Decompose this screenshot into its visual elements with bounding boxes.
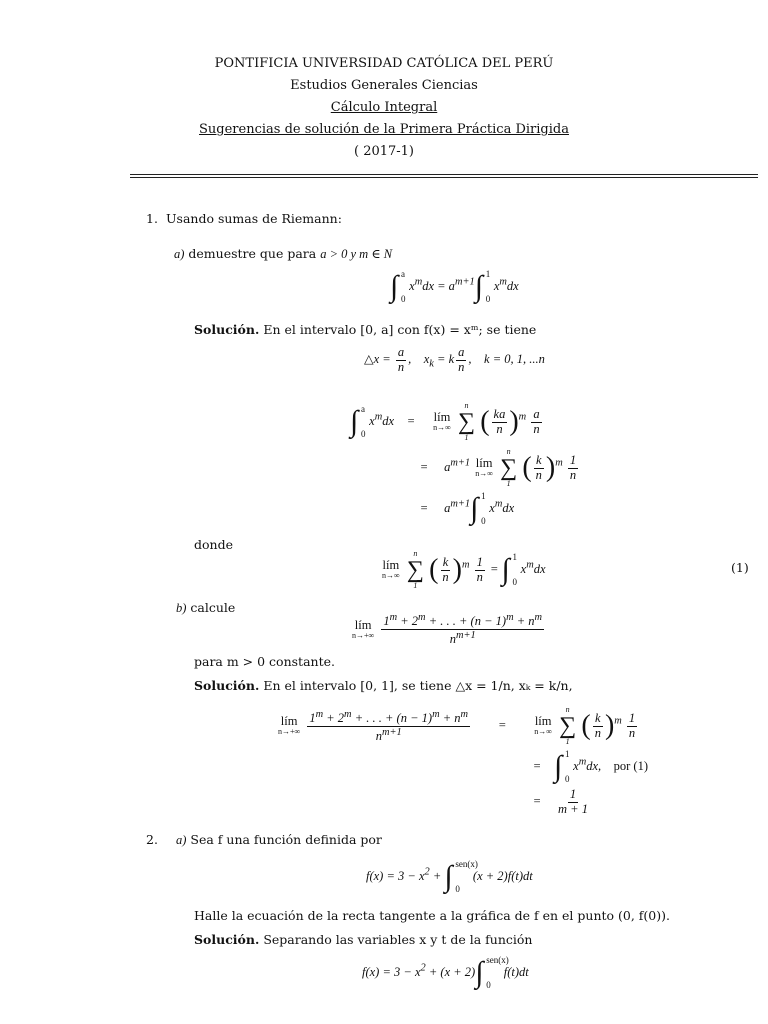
part-a-condition: a > 0 y m ∈ N xyxy=(320,247,393,261)
solution-text-1a: En el intervalo [0, a] con f(x) = xᵐ; se tiene xyxy=(263,322,537,337)
equation-number-1: (1) xyxy=(731,560,749,575)
equation-1b-line3: = $\frac{1}{m + 1}$ xyxy=(532,787,588,816)
equation-f-separated: $f(x) = 3 - x^2 + (x + 2)\int$ sen(x) 0 f(t)dt xyxy=(362,955,529,990)
part-b-text: calcule xyxy=(190,600,236,615)
problem-2-number: 2. xyxy=(146,832,158,847)
semester: ( 2017-1) xyxy=(353,144,415,159)
problem-1b-statement xyxy=(176,600,235,616)
solution-label-1a: Solución. xyxy=(194,322,260,337)
part-b-label: b) xyxy=(176,601,187,615)
donde-label: donde xyxy=(194,537,233,552)
equation-riemann-line1: ∫ a 0 $x^mdx$ = lím n→∞ n ∑ 1 ( $\frac{ka}{n}$ )$^m$ $\frac{a}{n}$ xyxy=(350,401,540,442)
solution-label-1b: Solución. xyxy=(194,678,260,693)
equation-1b-line1: lím n→+∞ $\frac{1^m + 2^m + . . . + (n - 1)^m + n^m}{n^{m+1}}$ = lím n→∞ n ∑ 1 ( $\frac{k}{n}$ )$^m$ $\frac{1}{n}$ xyxy=(278,705,636,746)
problem-2a-task: Halle la ecuación de la recta tangente a la gráfica de f en el punto (0, f(0)). xyxy=(194,908,670,923)
problem-2a-solution xyxy=(194,932,532,947)
document-title-wrap xyxy=(0,122,768,137)
header-rule-top xyxy=(130,174,758,175)
part-2a-text: Sea f una función definida por xyxy=(190,832,382,847)
equation-integral-identity: ∫ a 0 $x^mdx = a^{m+1}\int$ 1 0 $x^mdx$ xyxy=(390,269,519,304)
course-title: Cálculo Integral xyxy=(330,100,438,115)
solution-label-2a: Solución. xyxy=(194,932,260,947)
problem-1-intro: Usando sumas de Riemann: xyxy=(166,211,342,226)
equation-riemann-line2: = $a^{m+1}$ lím n→∞ n ∑ 1 ( $\frac{k}{n}$ )$^m$ $\frac{1}{n}$ xyxy=(419,447,577,488)
por-ref: por (1) xyxy=(613,758,649,773)
problem-1b-solution xyxy=(194,678,573,693)
equation-partition: △x = $\frac{a}{n}$ , $x_k = k$ $\frac{a}{n}$ , k = 0, 1, ...n xyxy=(364,345,545,374)
university-name: PONTIFICIA UNIVERSIDAD CATÓLICA DEL PERÚ xyxy=(214,56,554,71)
equation-riemann-line3: = $a^{m+1}\int$ 1 0 $x^mdx$ xyxy=(419,491,515,526)
course-title-wrap xyxy=(0,100,768,115)
document-title: Sugerencias de solución de la Primera Práctica Dirigida xyxy=(199,122,569,137)
equation-f-definition: $f(x) = 3 - x^2$ + ∫ sen(x) 0 (x + 2)f(t)dt xyxy=(366,859,533,894)
equation-limit-1: lím n→∞ n ∑ 1 ( $\frac{k}{n}$ )$^m$ $\frac{1}{n}$ = ∫ 1 0 $x^mdx$ xyxy=(382,549,546,590)
solution-text-2a: Separando las variables x y t de la función xyxy=(263,932,533,947)
equation-1b-line2: = ∫ 1 0 $x^mdx$, por (1) xyxy=(532,749,649,784)
problem-1-number: 1. xyxy=(146,211,158,226)
part-a-prefix: demuestre que para xyxy=(188,246,317,261)
problem-2a-statement xyxy=(176,832,382,848)
problem-1a-solution xyxy=(194,322,536,337)
solution-text-1b: En el intervalo [0, 1], se tiene △x = 1/n, xₖ = k/n, xyxy=(263,678,573,693)
part-b-condition: para m > 0 constante. xyxy=(194,654,335,669)
equation-limit-sum-powers: lím n→+∞ $\frac{1^m + 2^m + . . . + (n - 1)^m + n^m}{n^{m+1}}$ xyxy=(352,612,543,647)
problem-1a-statement xyxy=(174,246,392,262)
part-a-label: a) xyxy=(174,247,185,261)
header-rule-bottom xyxy=(130,177,758,178)
faculty-name: Estudios Generales Ciencias xyxy=(290,78,478,93)
part-2a-label: a) xyxy=(176,833,187,847)
